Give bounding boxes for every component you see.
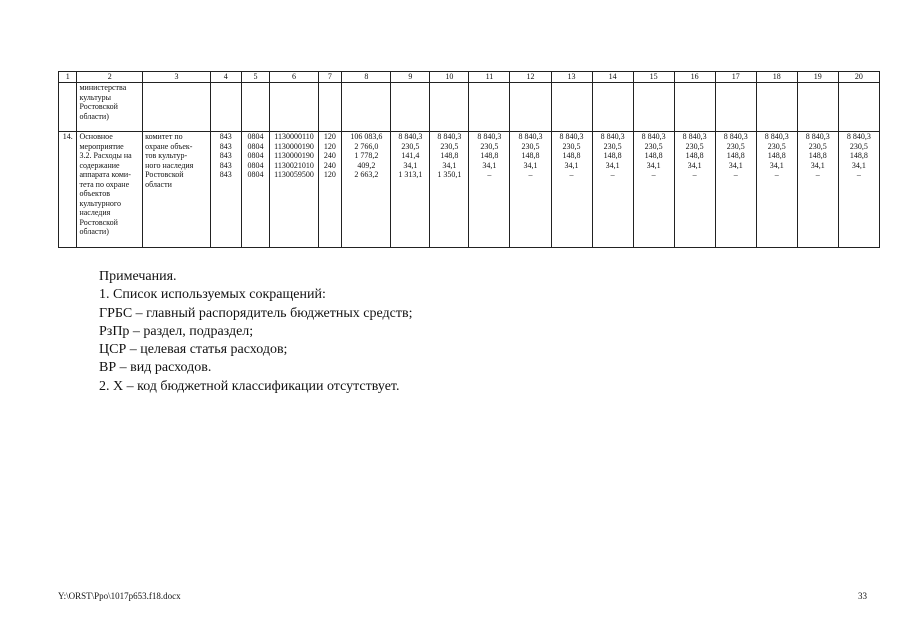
cell-item-col6: [270, 132, 318, 248]
cell-line: 106 083,6: [350, 132, 383, 141]
cell-col5: [241, 83, 270, 132]
table-row-continuation: [59, 83, 880, 132]
note-line: ВР – вид расходов.: [99, 360, 212, 376]
cell-line: 240: [323, 160, 336, 170]
cell-item-col20: [838, 132, 879, 248]
cell-item-number: 14.: [59, 132, 77, 248]
cell-line: 1130059500: [274, 170, 314, 179]
header-cell: 8: [342, 72, 391, 83]
cell-line: 34,1: [769, 160, 784, 170]
cell-line: 240: [323, 151, 336, 160]
cell-line: 1130000190: [274, 151, 314, 160]
cell-line: 1 313,1: [398, 170, 423, 179]
cell-line: охране объек-: [145, 141, 193, 151]
cell-col20: [838, 83, 879, 132]
header-cell: 5: [241, 72, 270, 83]
cell-line: 120: [323, 141, 336, 151]
cell-line: 8 840,3: [477, 132, 502, 141]
table-row-item-14: [59, 132, 880, 248]
cell-line: тета по охране: [79, 179, 130, 189]
cell-line: 230,5: [480, 141, 499, 151]
cell-line: 1130000110: [274, 132, 314, 141]
header-cell: 1: [59, 72, 77, 83]
notes-block: [99, 268, 412, 396]
cell-line: –: [610, 170, 615, 179]
cell-line: 230,5: [767, 141, 786, 151]
cell-line: 230,5: [849, 141, 868, 151]
cell-col12: [510, 83, 551, 132]
cell-line: 34,1: [605, 160, 620, 170]
cell-line: 120: [323, 170, 336, 179]
note-line: Примечания.: [99, 269, 177, 284]
header-cell: 13: [551, 72, 592, 83]
header-cell: 3: [143, 72, 211, 83]
cell-line: министерства: [79, 83, 127, 92]
cell-col18: [756, 83, 797, 132]
cell-line: 8 840,3: [641, 132, 666, 141]
cell-line: наследия: [79, 208, 111, 217]
cell-line: аппарата коми-: [79, 170, 131, 179]
header-cell: 10: [430, 72, 469, 83]
cell-line: области): [79, 111, 109, 121]
cell-line: области: [145, 179, 172, 189]
cell-line: 8 840,3: [682, 132, 707, 141]
cell-line: 148,8: [521, 151, 540, 160]
cell-name-continued: [77, 83, 143, 132]
cell-col19: [797, 83, 838, 132]
cell-item-grbs: [143, 132, 211, 248]
cell-line: 230,5: [644, 141, 663, 151]
cell-line: 148,8: [480, 151, 499, 160]
cell-line: 148,8: [808, 151, 827, 160]
cell-line: 843: [219, 160, 232, 170]
header-cell: 19: [797, 72, 838, 83]
cell-col9: [391, 83, 430, 132]
cell-line: 120: [323, 132, 336, 141]
cell-line: 2 663,2: [354, 170, 379, 179]
cell-line: –: [856, 170, 861, 179]
note-line: 2. Х – код бюджетной классификации отсутствует.: [99, 378, 400, 394]
table-header-row: [59, 72, 880, 83]
cell-line: –: [569, 170, 574, 179]
cell-item-col12: [510, 132, 551, 248]
header-cell: 18: [756, 72, 797, 83]
cell-line: 8 840,3: [437, 132, 462, 141]
header-cell: 9: [391, 72, 430, 83]
cell-col17: [715, 83, 756, 132]
cell-line: 0804: [247, 170, 264, 179]
cell-line: 34,1: [851, 160, 866, 170]
cell-item-col13: [551, 132, 592, 248]
cell-line: 409,2: [357, 160, 376, 170]
cell-line: 3.2. Расходы на: [79, 151, 132, 160]
cell-line: 230,5: [440, 141, 459, 151]
cell-line: Ростовской: [79, 217, 118, 227]
cell-line: 0804: [247, 151, 264, 160]
cell-line: 230,5: [401, 141, 420, 151]
header-cell: 17: [715, 72, 756, 83]
cell-line: 148,8: [603, 151, 622, 160]
header-cell: 12: [510, 72, 551, 83]
header-cell: 16: [674, 72, 715, 83]
cell-line: 0804: [247, 132, 264, 141]
cell-line: 8 840,3: [846, 132, 871, 141]
cell-line: –: [487, 170, 492, 179]
cell-item-col8: [342, 132, 391, 248]
cell-col11: [469, 83, 510, 132]
cell-line: 230,5: [808, 141, 827, 151]
header-cell: 14: [592, 72, 633, 83]
cell-col8: [342, 83, 391, 132]
cell-line: 230,5: [685, 141, 704, 151]
header-cell: 7: [318, 72, 342, 83]
cell-line: 148,8: [562, 151, 581, 160]
cell-item-col7: [318, 132, 342, 248]
cell-col7: [318, 83, 342, 132]
cell-line: 148,8: [440, 151, 459, 160]
cell-line: 230,5: [603, 141, 622, 151]
cell-col14: [592, 83, 633, 132]
cell-line: Ростовской: [145, 170, 184, 179]
cell-num: [59, 83, 77, 132]
cell-line: 34,1: [646, 160, 661, 170]
cell-line: –: [651, 170, 656, 179]
cell-line: 8 840,3: [764, 132, 789, 141]
cell-line: –: [692, 170, 697, 179]
cell-item-name: [77, 132, 143, 248]
cell-line: 148,8: [849, 151, 868, 160]
note-line: РзПр – раздел, подраздел;: [99, 323, 254, 339]
cell-line: 843: [219, 151, 232, 160]
note-line: ЦСР – целевая статья расходов;: [99, 342, 288, 358]
cell-line: 34,1: [482, 160, 497, 170]
cell-line: Ростовской: [79, 102, 118, 111]
header-cell: 2: [77, 72, 143, 83]
cell-line: 34,1: [564, 160, 579, 170]
cell-line: 843: [219, 170, 232, 179]
cell-line: 230,5: [726, 141, 745, 151]
cell-col16: [674, 83, 715, 132]
cell-line: 1130000190: [274, 141, 314, 151]
cell-item-col10: [430, 132, 469, 248]
cell-line: 8 840,3: [398, 132, 423, 141]
cell-line: 148,8: [726, 151, 745, 160]
cell-line: 843: [219, 132, 232, 141]
cell-item-col14: [592, 132, 633, 248]
page-number: 33: [858, 591, 867, 601]
cell-line: области): [79, 227, 109, 236]
cell-line: 8 840,3: [559, 132, 584, 141]
cell-line: комитет по: [145, 132, 183, 141]
cell-line: ного наследия: [145, 160, 194, 170]
cell-line: тов культур-: [145, 151, 188, 160]
footer-file-path: Y:\ORST\Ppo\1017p653.f18.docx: [58, 591, 181, 601]
cell-line: 2 766,0: [354, 141, 379, 151]
cell-line: Основное: [79, 132, 113, 141]
cell-grbs: [143, 83, 211, 132]
cell-line: 8 840,3: [518, 132, 543, 141]
note-line: 1. Список используемых сокращений:: [99, 287, 326, 303]
cell-line: 34,1: [403, 160, 418, 170]
header-cell: 20: [838, 72, 879, 83]
cell-line: 230,5: [562, 141, 581, 151]
cell-line: 148,8: [685, 151, 704, 160]
cell-item-col11: [469, 132, 510, 248]
cell-item-col15: [633, 132, 674, 248]
cell-item-col9: [391, 132, 430, 248]
cell-col10: [430, 83, 469, 132]
cell-line: 148,8: [644, 151, 663, 160]
cell-item-col5: [241, 132, 270, 248]
cell-item-col17: [715, 132, 756, 248]
cell-line: культуры: [79, 92, 111, 102]
cell-col13: [551, 83, 592, 132]
cell-line: 8 840,3: [805, 132, 830, 141]
note-line: ГРБС – главный распорядитель бюджетных средств;: [99, 305, 413, 321]
cell-line: содержание: [79, 160, 120, 170]
cell-line: 34,1: [728, 160, 743, 170]
budget-table: [58, 71, 880, 248]
cell-line: 34,1: [523, 160, 538, 170]
cell-line: мероприятие: [79, 141, 124, 151]
cell-line: 1 778,2: [354, 151, 379, 160]
cell-line: 0804: [247, 160, 264, 170]
header-cell: 15: [633, 72, 674, 83]
cell-line: –: [528, 170, 533, 179]
cell-line: 8 840,3: [723, 132, 748, 141]
cell-col4: [210, 83, 241, 132]
cell-col15: [633, 83, 674, 132]
cell-line: 34,1: [442, 160, 457, 170]
cell-line: культурного: [79, 198, 121, 208]
cell-line: 148,8: [767, 151, 786, 160]
header-cell: 6: [270, 72, 318, 83]
cell-line: объектов: [79, 189, 110, 198]
cell-line: 0804: [247, 141, 264, 151]
cell-line: 34,1: [687, 160, 702, 170]
cell-line: 34,1: [810, 160, 825, 170]
cell-item-col4: [210, 132, 241, 248]
cell-line: 230,5: [521, 141, 540, 151]
cell-line: –: [774, 170, 779, 179]
cell-item-col19: [797, 132, 838, 248]
cell-col6: [270, 83, 318, 132]
header-cell: 4: [210, 72, 241, 83]
cell-line: –: [815, 170, 820, 179]
cell-item-col16: [674, 132, 715, 248]
cell-line: –: [733, 170, 738, 179]
cell-line: 141,4: [401, 151, 420, 160]
cell-line: 1130021010: [274, 160, 314, 170]
cell-line: 843: [219, 141, 232, 151]
header-cell: 11: [469, 72, 510, 83]
cell-line: 1 350,1: [437, 170, 462, 179]
cell-item-col18: [756, 132, 797, 248]
cell-line: 8 840,3: [600, 132, 625, 141]
